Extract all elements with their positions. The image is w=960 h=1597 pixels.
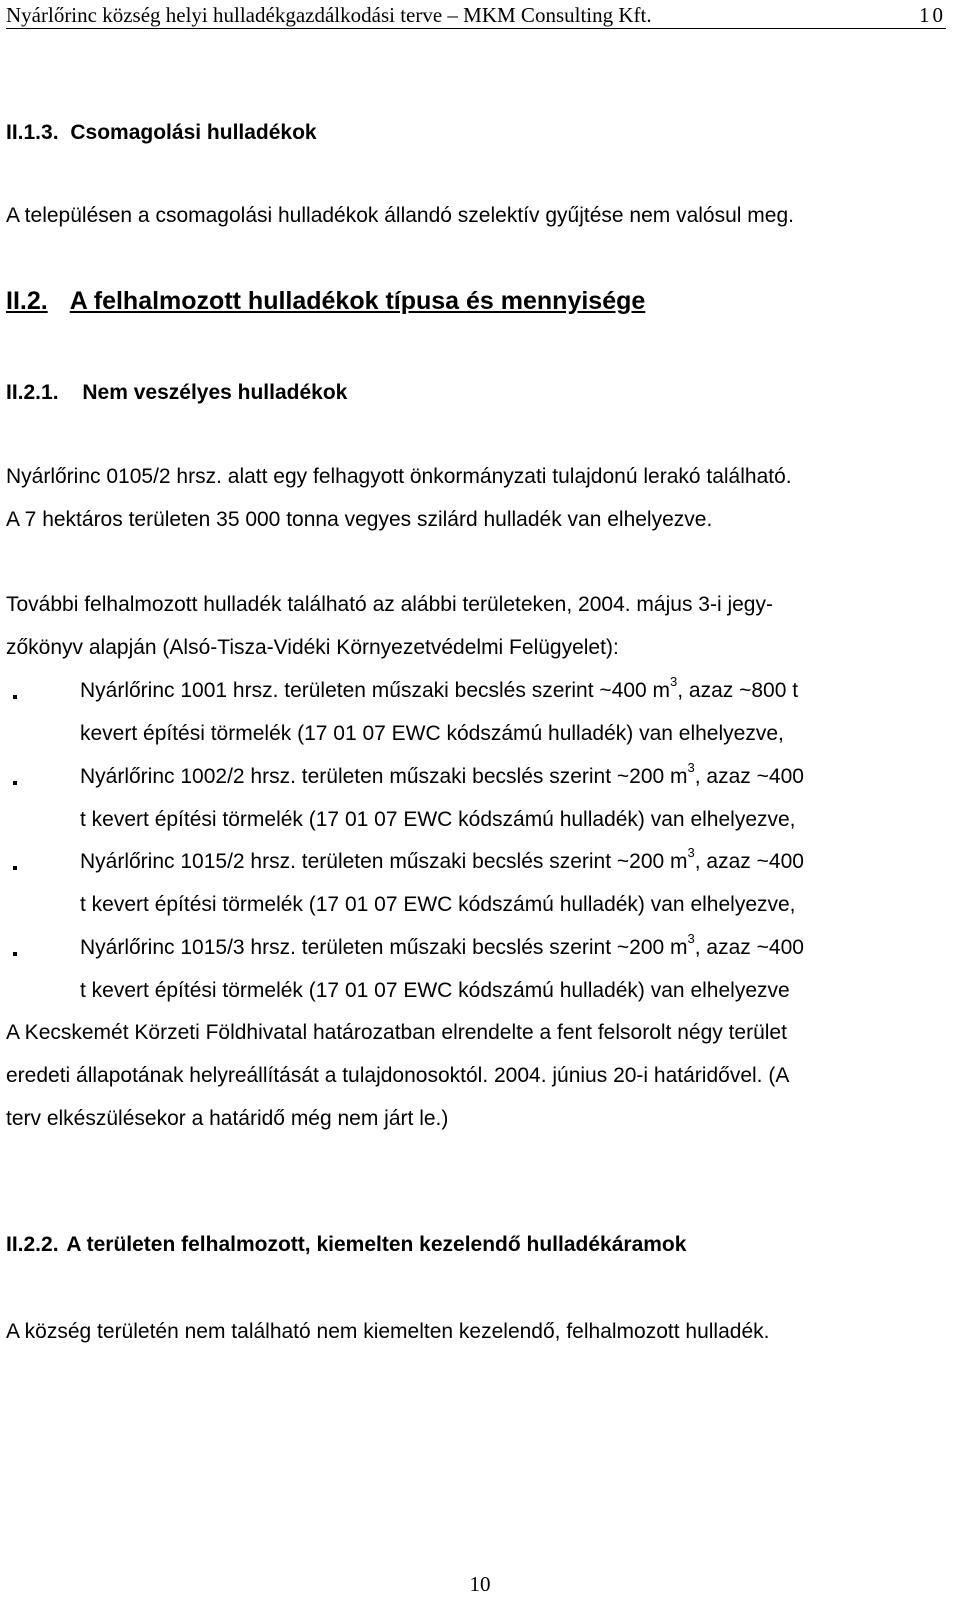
- heading-label: II.2.: [6, 287, 48, 315]
- bullet-line-2: kevert építési törmelék (17 01 07 EWC kódszámú hulladék) van elhelyezve,: [80, 722, 784, 745]
- heading-label: II.2.2.: [6, 1233, 59, 1256]
- paragraph-2-line-1: További felhalmozott hulladék található az alábbi területeken, 2004. május 3-i jegy-: [6, 593, 773, 616]
- header-title: Nyárlőrinc község helyi hulladékgazdálkodási terve – MKM Consulting Kft.: [6, 3, 652, 27]
- bullet-line-1: Nyárlőrinc 1015/3 hrsz. területen műszaki becslés szerint ~200 $m^3$, azaz ~400: [80, 931, 804, 959]
- bullet-marker: [13, 695, 17, 699]
- paragraph-1-line-1: Nyárlőrinc 0105/2 hrsz. alatt egy felhagyott önkormányzati tulajdonú lerakó található.: [6, 465, 792, 488]
- heading-title: A felhalmozott hulladékok típusa és mennyisége: [69, 287, 646, 315]
- header-page-number: 10: [919, 3, 946, 27]
- bullet-line-2: t kevert építési törmelék (17 01 07 EWC kódszámú hulladék) van elhelyezve,: [80, 808, 796, 831]
- bullet-line-2: t kevert építési törmelék (17 01 07 EWC kódszámú hulladék) van elhelyezve,: [80, 893, 796, 916]
- bullet-line-1: Nyárlőrinc 1015/2 hrsz. területen műszaki becslés szerint ~200 $m^3$, azaz ~400: [80, 845, 804, 873]
- heading-ii-2-2: [6, 1233, 686, 1257]
- heading-title: A területen felhalmozott, kiemelten kezelendő hulladékáramok: [66, 1233, 687, 1256]
- heading-ii-1-3: [6, 121, 317, 145]
- paragraph-3-line-1: A Kecskemét Körzeti Földhivatal határozatban elrendelte a fent felsorolt négy terület: [6, 1021, 787, 1044]
- bullet-line-2: t kevert építési törmelék (17 01 07 EWC kódszámú hulladék) van elhelyezve: [80, 979, 790, 1002]
- bullet-marker: [13, 781, 17, 785]
- paragraph-3-line-2: eredeti állapotának helyreállítását a tulajdonosoktól. 2004. június 20-i határidővel. (A: [6, 1064, 790, 1087]
- page-header: [6, 2, 946, 29]
- heading-ii-2: [6, 287, 645, 316]
- bullet-line-1: Nyárlőrinc 1002/2 hrsz. területen műszaki becslés szerint ~200 $m^3$, azaz ~400: [80, 760, 804, 788]
- bullet-marker: [13, 952, 17, 956]
- heading-title: Csomagolási hulladékok: [70, 121, 317, 144]
- paragraph-2-line-2: zőkönyv alapján (Alsó-Tisza-Vidéki Környezetvédelmi Felügyelet):: [6, 636, 619, 659]
- bullet-line-1: Nyárlőrinc 1001 hrsz. területen műszaki becslés szerint ~400 $m^3$, azaz ~800 t: [80, 674, 799, 702]
- footer-page-number: 10: [469, 1572, 491, 1596]
- paragraph-1-line-2: A 7 hektáros területen 35 000 tonna vegyes szilárd hulladék van elhelyezve.: [6, 508, 713, 531]
- paragraph-3-line-3: terv elkészülésekor a határidő még nem járt le.): [6, 1107, 449, 1130]
- heading-label: II.2.1.: [6, 381, 59, 404]
- paragraph-packaging: A településen a csomagolási hulladékok állandó szelektív gyűjtése nem valósul meg.: [6, 204, 794, 227]
- heading-ii-2-1: [6, 381, 347, 405]
- heading-title: Nem veszélyes hulladékok: [82, 381, 348, 404]
- bullet-marker: [13, 866, 17, 870]
- paragraph-4: A község területén nem található nem kiemelten kezelendő, felhalmozott hulladék.: [6, 1320, 770, 1343]
- heading-label: II.1.3.: [6, 121, 59, 144]
